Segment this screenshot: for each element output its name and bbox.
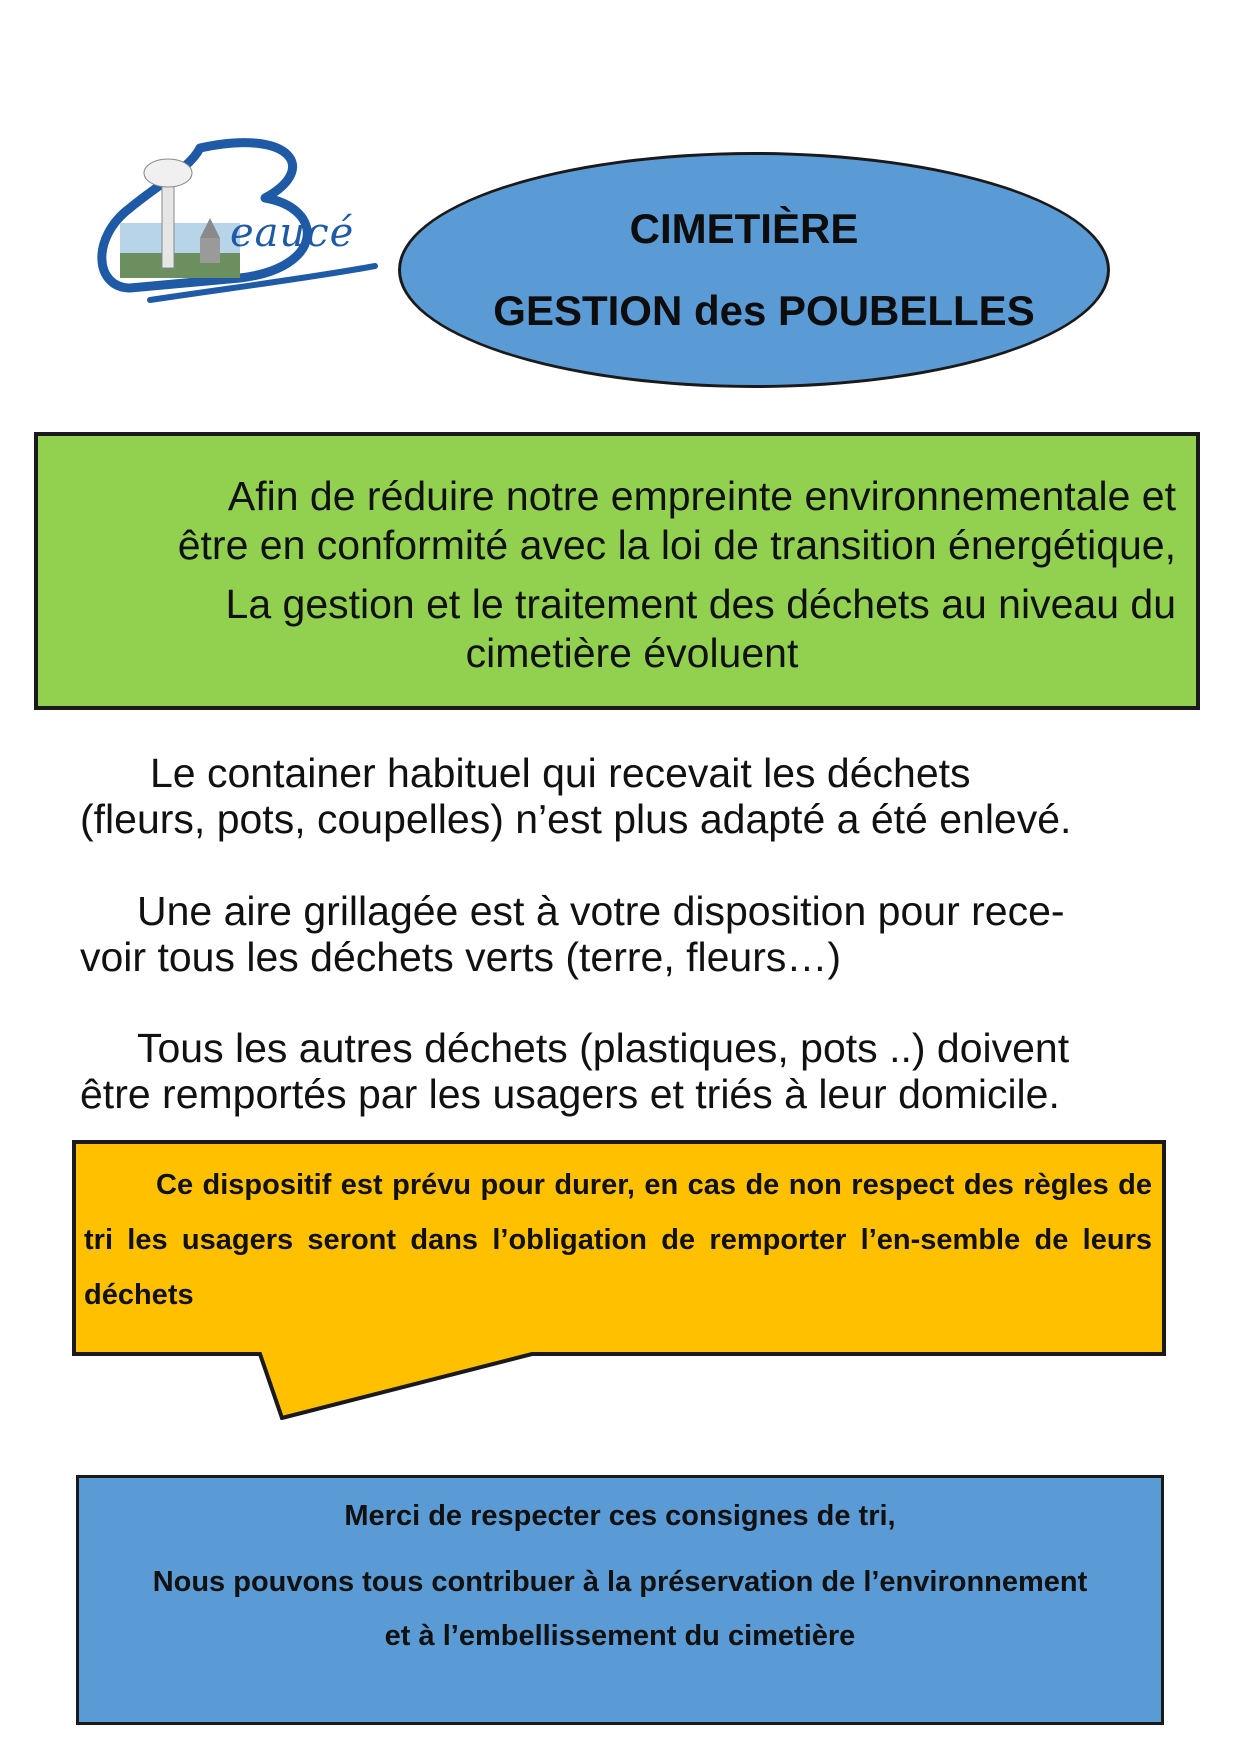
- intro-line-3: La gestion et le traitement des déchets au niveau du: [225, 581, 1176, 627]
- intro-line-4: cimetière évoluent: [465, 630, 799, 676]
- title-banner: [398, 152, 1110, 388]
- intro-line-2: être en conformité avec la loi de transition énergétique,: [177, 522, 1176, 568]
- beauce-logo: [90, 128, 380, 338]
- notice-text: [84, 1158, 1152, 1323]
- footer-line-3: et à l’embellissement du cimetière: [384, 1620, 856, 1652]
- paragraph-autres-line-1: Tous les autres déchets (plastiques, pots ..) doivent: [137, 1025, 1070, 1071]
- intro-box: [34, 432, 1200, 710]
- paragraph-aire-line-1: Une aire grillagée est à votre disposition pour rece-: [137, 888, 1065, 934]
- paragraph-autres-line-2: être remportés par les usagers et triés à leur domicile.: [80, 1071, 1060, 1117]
- footer-box: [76, 1475, 1164, 1725]
- footer-line-1: Merci de respecter ces consignes de tri,: [344, 1500, 896, 1532]
- paragraph-autres-dechets: [80, 1025, 1180, 1117]
- notice-text-content: Ce dispositif est prévu pour durer, en cas de non respect des règles de tri les usagers seront dans l’obligation de remporter l’en-semble de leurs déchets: [84, 1169, 1152, 1311]
- notice-bubble: [72, 1140, 1166, 1420]
- logo-text: eaucé: [230, 210, 355, 256]
- title-gestion-poubelles: GESTION des POUBELLES: [493, 287, 1035, 334]
- paragraph-aire-line-2: voir tous les déchets verts (terre, fleurs…): [80, 934, 842, 980]
- paragraph-container-line-2: (fleurs, pots, coupelles) n’est plus adapté a été enlevé.: [80, 796, 1072, 842]
- intro-line-1: Afin de réduire notre empreinte environnementale et: [227, 473, 1176, 519]
- footer-line-2: Nous pouvons tous contribuer à la préservation de l’environnement: [152, 1566, 1088, 1598]
- title-cimetiere: CIMETIÈRE: [629, 205, 859, 252]
- paragraph-aire-grillagee: [80, 888, 1180, 980]
- paragraph-container-line-1: Le container habituel qui recevait les déchets: [150, 750, 971, 796]
- paragraph-container: [80, 750, 1180, 842]
